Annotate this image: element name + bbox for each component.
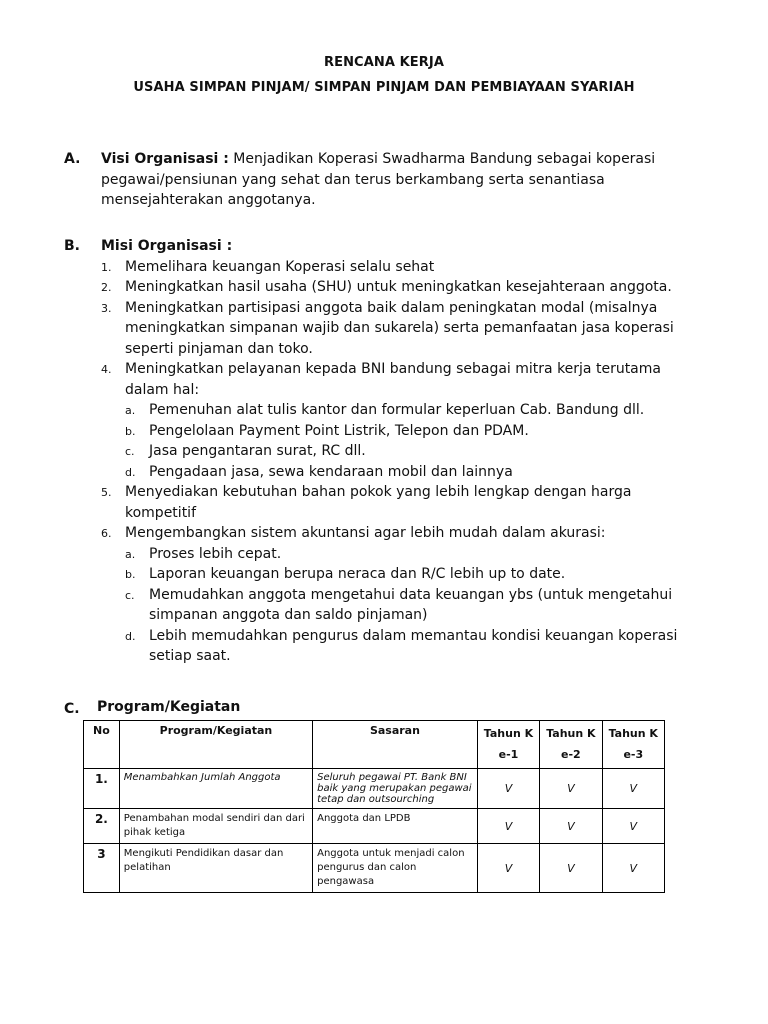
mission-item <box>101 257 701 278</box>
row-year-2-check: V <box>540 844 602 893</box>
row-sasaran: Anggota dan LPDB <box>313 809 478 844</box>
mission-sublist <box>125 400 701 482</box>
list-marker: a. <box>125 547 136 561</box>
row-no: 1. <box>84 769 120 809</box>
row-year-3-check: V <box>602 844 664 893</box>
row-year-3-check: V <box>602 769 664 809</box>
list-marker: b. <box>125 424 136 438</box>
row-program: Menambahkan Jumlah Anggota <box>119 769 312 809</box>
document-title: RENCANA KERJA <box>323 55 444 70</box>
row-sasaran: Seluruh pegawai PT. Bank BNI baik yang merupakan pegawai tetap dan outsourching <box>313 769 478 809</box>
sub-item <box>125 462 701 483</box>
list-marker: 4. <box>101 363 112 376</box>
section-c-label: Program/Kegiatan <box>97 699 241 715</box>
sub-item-text: Pengadaan jasa, sewa kendaraan mobil dan lainnya <box>149 463 513 480</box>
mission-item <box>101 359 701 482</box>
mission-item <box>101 277 701 298</box>
mission-item <box>101 482 701 523</box>
sub-item <box>125 441 701 462</box>
row-program: Mengikuti Pendidikan dasar dan pelatihan <box>119 844 312 893</box>
header-program: Program/Kegiatan <box>119 721 312 769</box>
header-sasaran: Sasaran <box>313 721 478 769</box>
mission-text: Meningkatkan hasil usaha (SHU) untuk meningkatkan kesejahteraan anggota. <box>125 279 672 295</box>
mission-item <box>101 523 701 667</box>
row-sasaran: Anggota untuk menjadi calon pengurus dan calon pengawasa <box>313 844 478 893</box>
mission-text: Meningkatkan pelayanan kepada BNI bandung sebagai mitra kerja terutama dalam hal: <box>125 361 661 398</box>
section-a-text: Menjadikan Koperasi Swadharma Bandung sebagai koperasi pegawai/pensiunan yang sehat dan terus berkambang serta senantiasa mensejahterakan anggotanya. <box>101 151 656 208</box>
list-marker: 1. <box>101 260 112 274</box>
program-table <box>83 720 665 893</box>
mission-text: Memelihara keuangan Koperasi selalu sehat <box>125 258 435 275</box>
section-b-label: Misi Organisasi : <box>101 238 233 254</box>
mission-text: Meningkatkan partisipasi anggota baik dalam peningkatan modal (misalnya meningkatkan simpanan wajib dan sukarela) serta pemanfaatan jasa koperasi seperti pinjaman dan toko. <box>125 299 674 357</box>
sub-item <box>125 421 701 442</box>
sub-item <box>125 564 701 585</box>
table-row <box>84 769 665 809</box>
row-year-2-check: V <box>540 769 602 809</box>
section-a-body <box>101 149 701 211</box>
header-year-2: Tahun Ke-2 <box>540 721 602 769</box>
sub-item-text: Pengelolaan Payment Point Listrik, Telepon dan PDAM. <box>149 422 529 439</box>
row-year-2-check: V <box>540 809 602 844</box>
header-year-1: Tahun Ke-1 <box>477 721 539 769</box>
section-c-letter: C. <box>64 701 80 717</box>
list-marker: a. <box>125 404 136 417</box>
sub-item-text: Memudahkan anggota mengetahui data keuangan ybs (untuk mengetahui simpanan anggota dan saldo pinjaman) <box>149 586 673 623</box>
sub-item-text: Laporan keuangan berupa neraca dan R/C lebih up to date. <box>149 566 566 582</box>
mission-text: Menyediakan kebutuhan bahan pokok yang lebih lengkap dengan harga kompetitif <box>125 484 632 521</box>
mission-item <box>101 298 701 360</box>
row-year-1-check: V <box>477 844 539 893</box>
document-subtitle: USAHA SIMPAN PINJAM/ SIMPAN PINJAM DAN PEMBIAYAAN SYARIAH <box>133 80 635 95</box>
section-b-letter: B. <box>64 238 80 254</box>
section-a-letter: A. <box>64 151 81 167</box>
row-program: Penambahan modal sendiri dan dari pihak ketiga <box>119 809 312 844</box>
mission-list <box>101 257 701 667</box>
section-b-body <box>101 236 701 667</box>
table-header-row <box>84 721 665 769</box>
mission-sublist <box>125 544 701 667</box>
list-marker: c. <box>125 588 135 602</box>
list-marker: 5. <box>101 486 112 499</box>
table-row <box>84 809 665 844</box>
list-marker: 3. <box>101 301 112 315</box>
section-a-label: Visi Organisasi : <box>101 151 229 167</box>
row-year-1-check: V <box>477 809 539 844</box>
row-year-1-check: V <box>477 769 539 809</box>
list-marker: c. <box>125 445 135 458</box>
row-no: 3 <box>84 844 120 893</box>
sub-item <box>125 400 701 421</box>
list-marker: d. <box>125 465 136 479</box>
sub-item <box>125 585 701 626</box>
list-marker: 6. <box>101 527 112 540</box>
mission-text: Mengembangkan sistem akuntansi agar lebih mudah dalam akurasi: <box>125 525 606 541</box>
sub-item-text: Jasa pengantaran surat, RC dll. <box>149 443 366 459</box>
list-marker: b. <box>125 568 136 581</box>
row-no: 2. <box>84 809 120 844</box>
list-marker: d. <box>125 629 136 643</box>
list-marker: 2. <box>101 281 112 294</box>
table-row <box>84 844 665 893</box>
header-no: No <box>84 721 120 769</box>
sub-item-text: Pemenuhan alat tulis kantor dan formular keperluan Cab. Bandung dll. <box>149 402 645 418</box>
sub-item <box>125 626 701 667</box>
row-year-3-check: V <box>602 809 664 844</box>
header-year-3: Tahun Ke-3 <box>602 721 664 769</box>
sub-item <box>125 544 701 565</box>
sub-item-text: Lebih memudahkan pengurus dalam memantau kondisi keuangan koperasi setiap saat. <box>149 627 678 664</box>
sub-item-text: Proses lebih cepat. <box>149 545 282 562</box>
